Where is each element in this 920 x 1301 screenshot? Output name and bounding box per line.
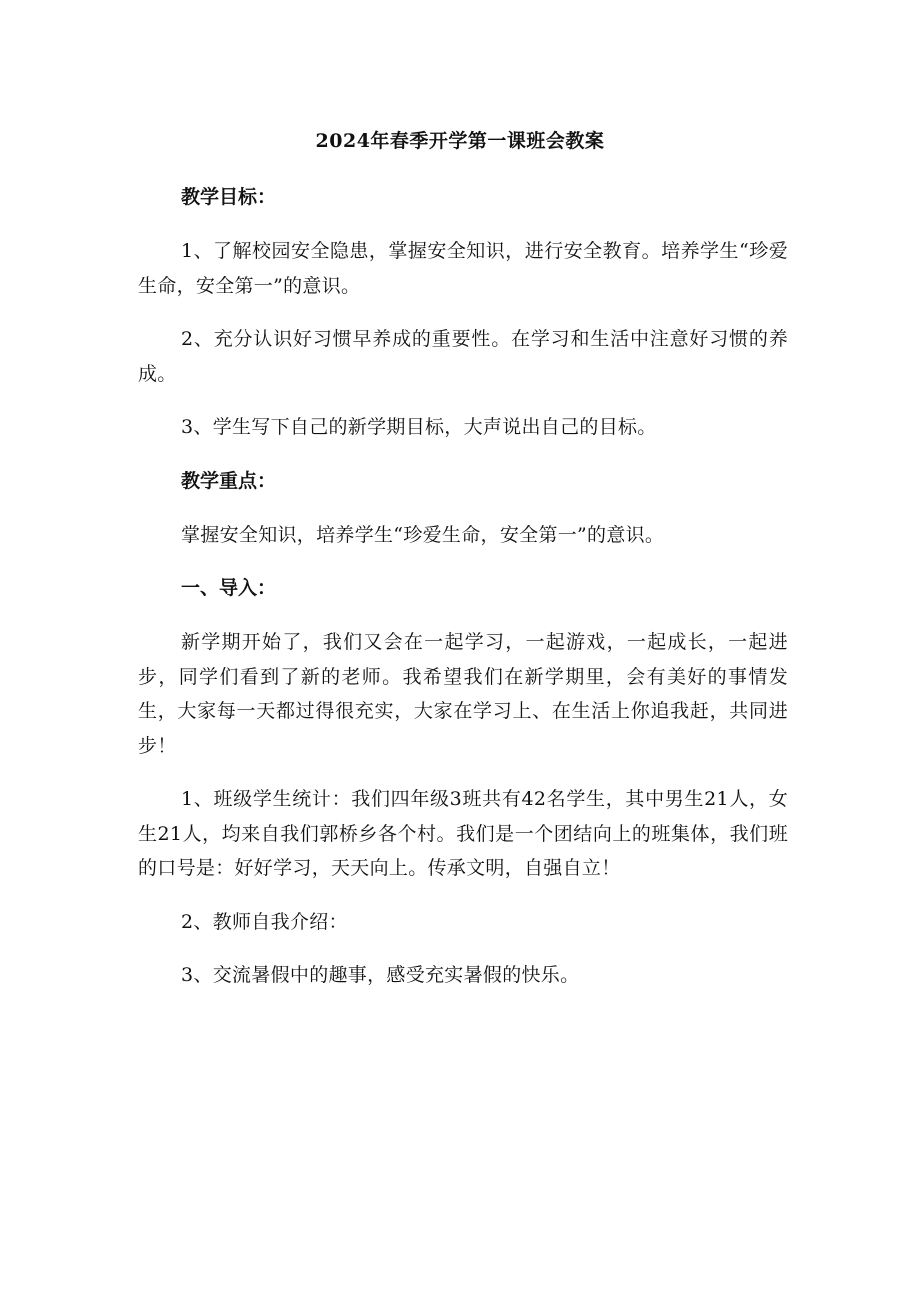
objective-1: 1、了解校园安全隐患，掌握安全知识，进行安全教育。培养学生“珍爱生命，安全第一”的意识。 bbox=[138, 240, 788, 297]
document-body bbox=[138, 180, 788, 1012]
intro-item-1: 1、班级学生统计：我们四年级3班共有42名学生，其中男生21人，女生21人，均来自我们郭桥乡各个村。我们是一个团结向上的班集体，我们班的口号是：好好学习，天天向上。传承文明，自强自立！ bbox=[138, 788, 788, 879]
objectives-heading: 教学目标： bbox=[181, 186, 277, 208]
objective-2: 2、充分认识好习惯早养成的重要性。在学习和生活中注意好习惯的养成。 bbox=[138, 328, 788, 385]
key-points-heading: 教学重点： bbox=[181, 469, 277, 492]
document-title: 2024年春季开学第一课班会教案 bbox=[315, 130, 605, 152]
intro-item-3: 3、交流暑假中的趣事，感受充实暑假的快乐。 bbox=[181, 964, 580, 986]
intro-text: 新学期开始了，我们又会在一起学习，一起游戏，一起成长，一起进步，同学们看到了新的老师。我希望我们在新学期里，会有美好的事情发生，大家每一天都过得很充实，大家在学习上、在生活上你追我赶，共同进步！ bbox=[138, 631, 788, 757]
objective-3: 3、学生写下自己的新学期目标，大声说出自己的目标。 bbox=[181, 416, 657, 438]
intro-heading: 一、导入： bbox=[181, 577, 277, 599]
intro-item-2: 2、教师自我介绍： bbox=[181, 910, 348, 933]
key-points-text: 掌握安全知识，培养学生“珍爱生命，安全第一”的意识。 bbox=[181, 523, 665, 546]
